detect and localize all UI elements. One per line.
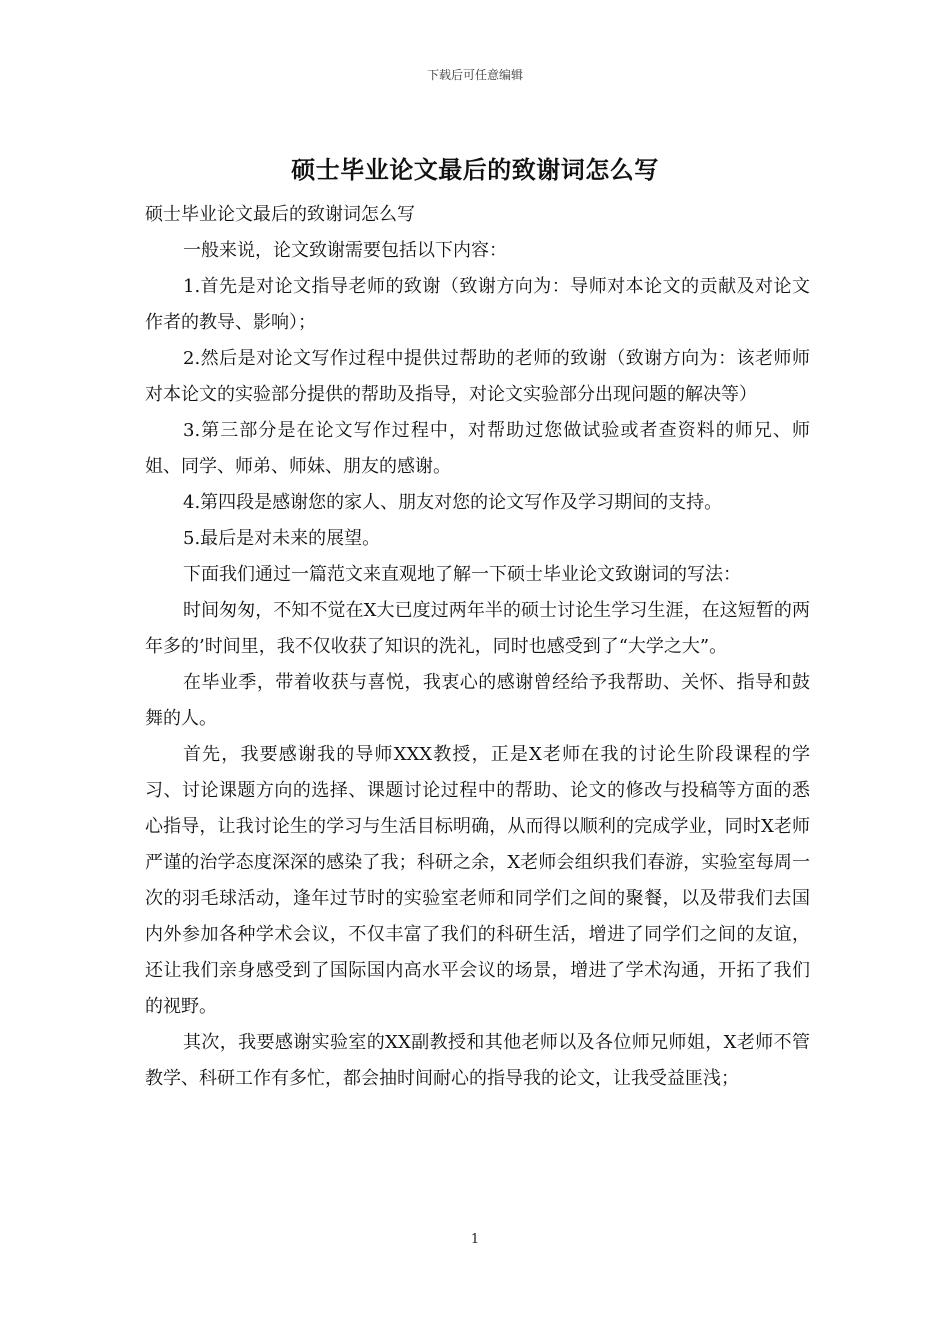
subtitle-paragraph: 硕士毕业论文最后的致谢词怎么写 [145,204,415,225]
header-note: 下载后可任意编辑 [426,68,523,82]
body-paragraph: 其次，我要感谢实验室的XX副教授和其他老师以及各位师兄师姐，X老师不管教学、科研工作有多忙，都会抽时间耐心的指导我的论文，让我受益匪浅； [145,1032,810,1089]
body-paragraph: 时间匆匆，不知不觉在X大已度过两年半的硕士讨论生学习生涯，在这短暂的两年多的’时间里，我不仅收获了知识的洗礼，同时也感受到了“大学之大”。 [145,600,810,657]
body-paragraph: 2.然后是对论文写作过程中提供过帮助的老师的致谢（致谢方向为：该老师师对本论文的实验部分提供的帮助及指导，对论文实验部分出现问题的解决等） [145,348,810,405]
body-paragraph: 1.首先是对论文指导老师的致谢（致谢方向为：导师对本论文的贡献及对论文作者的教导、影响）； [145,276,810,333]
document-title: 硕士毕业论文最后的致谢词怎么写 [291,155,659,184]
body-paragraph: 下面我们通过一篇范文来直观地了解一下硕士毕业论文致谢词的写法： [183,564,741,585]
body-paragraph: 首先，我要感谢我的导师XXX教授，正是X老师在我的讨论生阶段课程的学习、讨论课题方向的选择、课题讨论过程中的帮助、论文的修改与投稿等方面的悉心指导，让我讨论生的学习与生活目标明确，从而得以顺利的完成学业，同时X老师严谨的治学态度深深的感染了我；科研之余，X老师会组织我们春游，实验室每周一次的羽毛球活动，逢年过节时的实验室老师和同学们之间的聚餐，以及带我们去国内外参加各种学术会议，不仅丰富了我们的科研生活，增进了同学们之间的友谊，还让我们亲身感受到了国际国内高水平会议的场景，增进了学术沟通，开拓了我们的视野。 [145,744,810,1017]
body-paragraph: 在毕业季，带着收获与喜悦，我衷心的感谢曾经给予我帮助、关怀、指导和鼓舞的人。 [145,672,810,729]
body-paragraph: 5.最后是对未来的展望。 [183,528,381,549]
body-paragraph: 一般来说，论文致谢需要包括以下内容： [183,240,507,261]
body-paragraph: 4.第四段是感谢您的家人、朋友对您的论文写作及学习期间的支持。 [183,492,723,513]
body-paragraph: 3.第三部分是在论文写作过程中，对帮助过您做试验或者查资料的师兄、师姐、同学、师弟、师妹、朋友的感谢。 [145,420,810,477]
page-number: 1 [470,1232,480,1247]
document-body [145,197,810,1097]
